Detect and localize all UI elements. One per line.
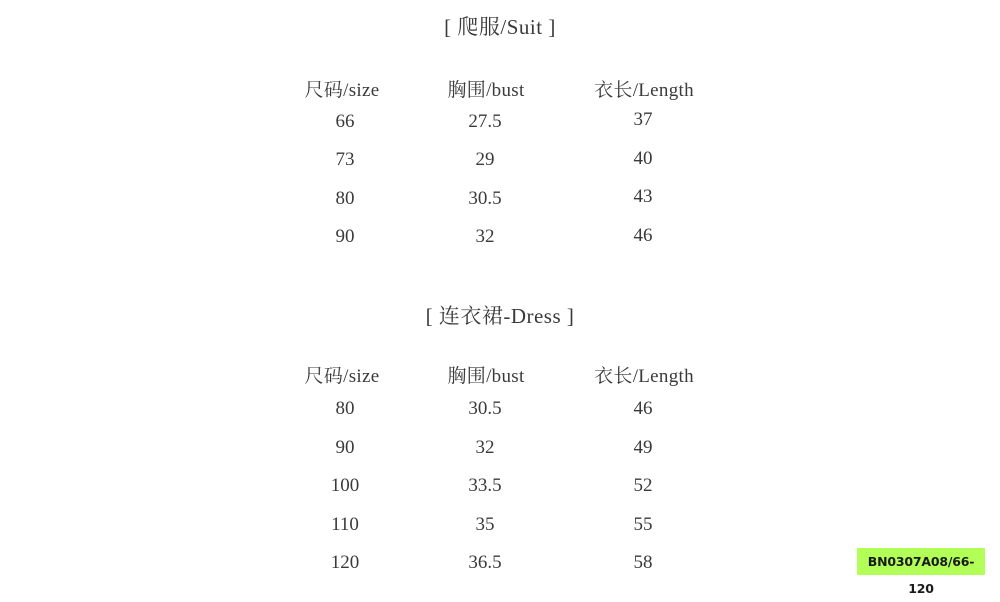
dress-row-1-bust: 30.5: [468, 398, 502, 419]
dress-row-5-length: 58: [633, 552, 653, 573]
suit-row-3-length: 43: [633, 186, 653, 207]
dress-header-bust: 胸围/bust: [447, 366, 525, 387]
dress-header-length: 衣长/Length: [594, 366, 694, 387]
suit-row-2-length: 40: [633, 148, 653, 169]
dress-row-2-length: 49: [633, 437, 653, 458]
suit-row-2-size: 73: [335, 149, 355, 170]
dress-row-2-size: 90: [335, 437, 355, 458]
suit-row-2-bust: 29: [475, 149, 495, 170]
sku-code-badge: BN0307A08/66-120: [857, 548, 985, 575]
dress-row-1-length: 46: [633, 398, 653, 419]
suit-header-size: 尺码/size: [304, 80, 380, 101]
suit-header-length: 衣长/Length: [594, 80, 694, 101]
suit-row-4-bust: 32: [475, 226, 495, 247]
dress-row-2-bust: 32: [475, 437, 495, 458]
dress-row-3-bust: 33.5: [468, 475, 502, 496]
suit-row-1-bust: 27.5: [468, 111, 502, 132]
dress-row-4-length: 55: [633, 514, 653, 535]
suit-row-1-size: 66: [335, 111, 355, 132]
dress-row-4-bust: 35: [475, 514, 495, 535]
dress-row-3-size: 100: [330, 475, 360, 496]
dress-row-5-bust: 36.5: [468, 552, 502, 573]
suit-row-4-length: 46: [633, 225, 653, 246]
suit-row-4-size: 90: [335, 226, 355, 247]
dress-row-4-size: 110: [331, 514, 359, 535]
dress-section-title: [ 连衣裙-Dress ]: [425, 304, 575, 328]
dress-row-5-size: 120: [330, 552, 360, 573]
suit-row-3-bust: 30.5: [468, 188, 502, 209]
suit-section-title: [ 爬服/Suit ]: [444, 15, 556, 39]
dress-row-3-length: 52: [633, 475, 653, 496]
dress-row-1-size: 80: [335, 398, 355, 419]
suit-header-bust: 胸围/bust: [447, 80, 525, 101]
suit-row-3-size: 80: [335, 188, 355, 209]
dress-header-size: 尺码/size: [304, 366, 380, 387]
suit-row-1-length: 37: [633, 109, 653, 130]
